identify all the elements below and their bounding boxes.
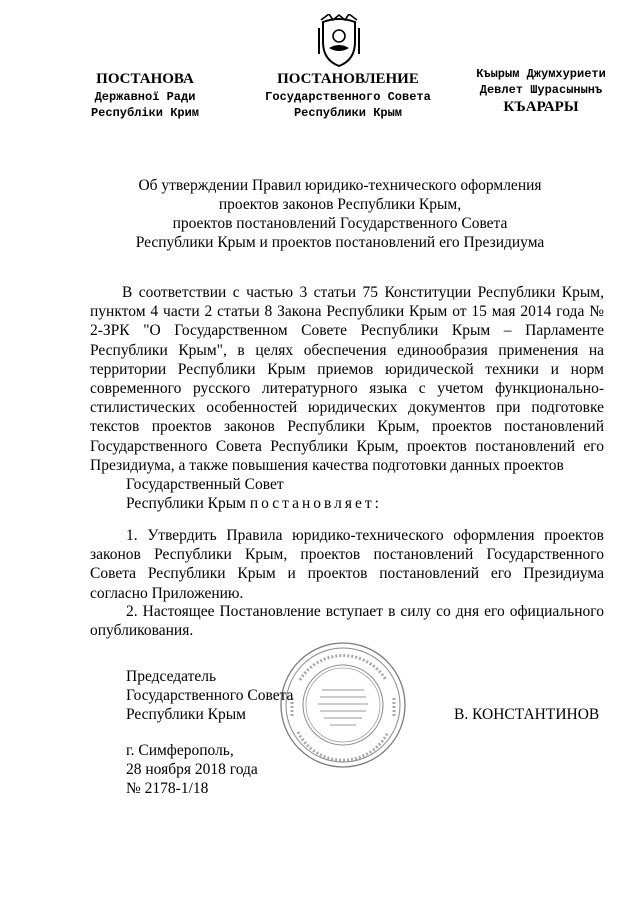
header-center-title: ПОСТАНОВЛЕНИЕ bbox=[277, 71, 419, 87]
title-line: Республики Крым и проектов постановлений его Президиума bbox=[135, 234, 545, 251]
header-center-line2: Республики Крым bbox=[293, 106, 403, 120]
official-round-seal-icon bbox=[278, 640, 408, 770]
header-left-title: ПОСТАНОВА bbox=[96, 71, 194, 87]
preamble-paragraph: В соответствии с частью 3 статьи 75 Конституции Республики Крым, пунктом 4 части 2 статьи 8 Закона Республики Крым от 15 мая 2014 года № 2-ЗРК "О Государственном Совете Республики Крым – Парламенте Республики Крым", в целях обеспечения единообразия применения на территории Республики Крым приемов юридической техники и норм современного русского литературного языка с учетом функционально-стилистических особенностей юридических документов при подготовке текстов проектов законов Республики Крым, проектов постановлений Государственного Совета Республики Крым, проектов постановлений его Президиума, а также повышения качества подготовки данных проектов bbox=[90, 284, 604, 474]
header-center bbox=[258, 70, 438, 121]
header-right bbox=[466, 66, 616, 117]
resolves-line1: Государственный Совет bbox=[126, 476, 284, 493]
signatory-role-line: Республики Крым bbox=[126, 706, 246, 723]
resolution-item-2: 2. Настоящее Постановление вступает в силу со дня его официального опубликования. bbox=[90, 603, 604, 640]
resolves-line2 bbox=[126, 494, 382, 513]
header-right-line2: Девлет Шурасынынъ bbox=[479, 83, 603, 97]
signatory-role-line: Государственного Совета bbox=[126, 687, 294, 704]
header-left bbox=[80, 70, 210, 121]
header-right-title: КЪАРАРЫ bbox=[503, 99, 579, 115]
title-line: проектов постановлений Государственного Совета bbox=[172, 215, 508, 232]
document-title bbox=[120, 176, 560, 252]
signatory-role-line: Председатель bbox=[126, 668, 217, 685]
title-line: проектов законов Республики Крым, bbox=[218, 196, 462, 213]
signatory-name: В. КОНСТАНТИНОВ bbox=[454, 706, 600, 723]
header-center-line1: Государственного Совета bbox=[265, 90, 431, 104]
header-right-line1: Къырым Джумхуриети bbox=[476, 67, 606, 81]
title-line: Об утверждении Правил юридико-технического оформления bbox=[138, 177, 542, 194]
header-left-line2: Республіки Крим bbox=[90, 106, 200, 120]
resolves-prefix: Республики Крым bbox=[126, 495, 250, 512]
date-line: 28 ноября 2018 года bbox=[126, 761, 258, 778]
resolution-item-1: 1. Утвердить Правила юридико-технического оформления проектов законов Республики Крым, проектов постановлений Государственного Совета Республики Крым и проектов постановлений его Президиума согласно Приложению. bbox=[90, 527, 604, 602]
header-left-line1: Державної Ради bbox=[94, 90, 196, 104]
place-line: г. Симферополь, bbox=[126, 742, 234, 759]
resolves-verb: постановляет: bbox=[249, 495, 382, 512]
crimea-coat-of-arms-icon bbox=[317, 14, 361, 68]
document-number: № 2178-1/18 bbox=[126, 780, 209, 797]
